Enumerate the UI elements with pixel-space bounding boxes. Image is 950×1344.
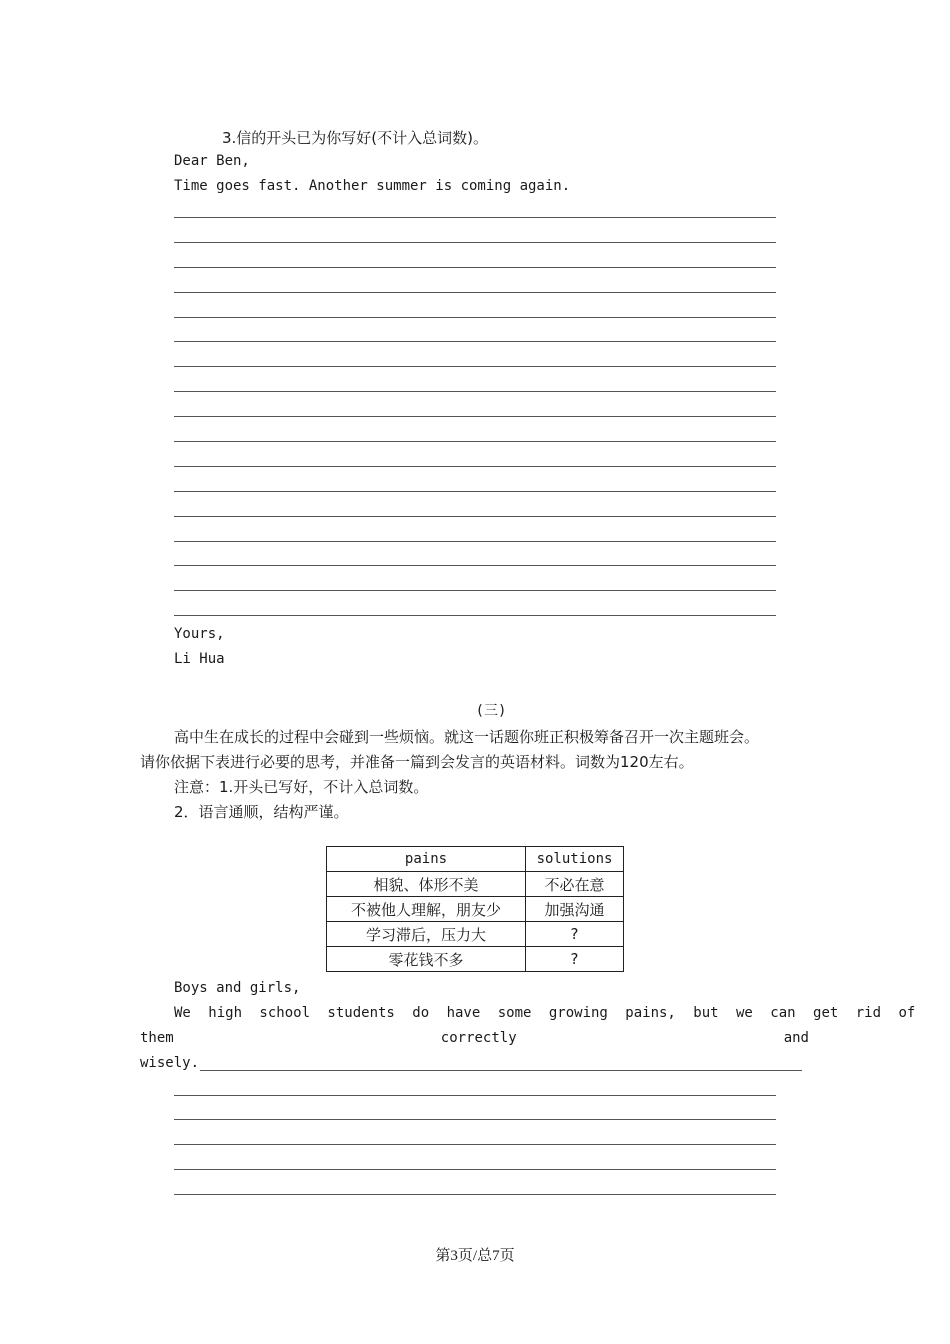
writing-line xyxy=(174,541,776,542)
writing-line xyxy=(174,590,776,591)
table-row xyxy=(327,897,624,922)
pain-cell: 零花钱不多 xyxy=(327,947,526,972)
solution-cell: ? xyxy=(526,947,624,972)
writing-line xyxy=(174,565,776,566)
word: correctly xyxy=(440,1030,517,1046)
writing-line xyxy=(174,615,776,616)
writing-line xyxy=(200,1070,802,1071)
writing-line xyxy=(174,416,776,417)
speech-greeting: Boys and girls, xyxy=(174,980,301,996)
pains-solutions-table xyxy=(326,846,624,972)
writing-line xyxy=(174,292,776,293)
note-3: 3.信的开头已为你写好(不计入总词数)。 xyxy=(222,129,489,147)
writing-line xyxy=(174,466,776,467)
pain-cell: 学习滞后，压力大 xyxy=(327,922,526,947)
note-1: 注意：1.开头已写好，不计入总词数。 xyxy=(174,778,429,796)
writing-line xyxy=(174,391,776,392)
speech-body-line-1: We high school students do have some growing pains, but we can get rid of xyxy=(174,1005,916,1021)
pain-cell: 相貌、体形不美 xyxy=(327,872,526,897)
writing-line xyxy=(174,366,776,367)
prompt-line-2: 请你依据下表进行必要的思考，并准备一篇到会发言的英语材料。词数为120左右。 xyxy=(140,753,694,771)
writing-line xyxy=(174,1169,776,1170)
writing-line xyxy=(174,267,776,268)
solution-cell: 加强沟通 xyxy=(526,897,624,922)
table-row xyxy=(327,872,624,897)
table-header-row xyxy=(327,847,624,872)
word: and xyxy=(783,1030,809,1046)
word: them xyxy=(140,1030,174,1046)
table-row xyxy=(327,947,624,972)
solution-cell: ? xyxy=(526,922,624,947)
prompt-line-1: 高中生在成长的过程中会碰到一些烦恼。就这一话题你班正积极筹备召开一次主题班会。 xyxy=(174,728,760,746)
header-pains: pains xyxy=(327,847,526,872)
letter-closing: Yours, xyxy=(174,626,225,642)
section-heading: (三) xyxy=(475,703,507,719)
speech-body-line-2 xyxy=(140,1030,809,1046)
writing-line xyxy=(174,441,776,442)
writing-line xyxy=(174,1095,776,1096)
writing-line xyxy=(174,217,776,218)
letter-signature: Li Hua xyxy=(174,651,225,667)
table-row xyxy=(327,922,624,947)
note-2: 2．语言通顺，结构严谨。 xyxy=(174,803,349,821)
salutation: Dear Ben, xyxy=(174,153,250,169)
writing-line xyxy=(174,1119,776,1120)
writing-line xyxy=(174,317,776,318)
letter-opening: Time goes fast. Another summer is coming again. xyxy=(174,178,571,194)
writing-line xyxy=(174,516,776,517)
pain-cell: 不被他人理解，朋友少 xyxy=(327,897,526,922)
solution-cell: 不必在意 xyxy=(526,872,624,897)
writing-line xyxy=(174,341,776,342)
page-footer: 第3页/总7页 xyxy=(435,1248,515,1264)
writing-line xyxy=(174,1144,776,1145)
speech-body-line-3: wisely. xyxy=(140,1055,200,1071)
header-solutions: solutions xyxy=(526,847,624,872)
writing-line xyxy=(174,1194,776,1195)
writing-line xyxy=(174,242,776,243)
writing-line xyxy=(174,491,776,492)
